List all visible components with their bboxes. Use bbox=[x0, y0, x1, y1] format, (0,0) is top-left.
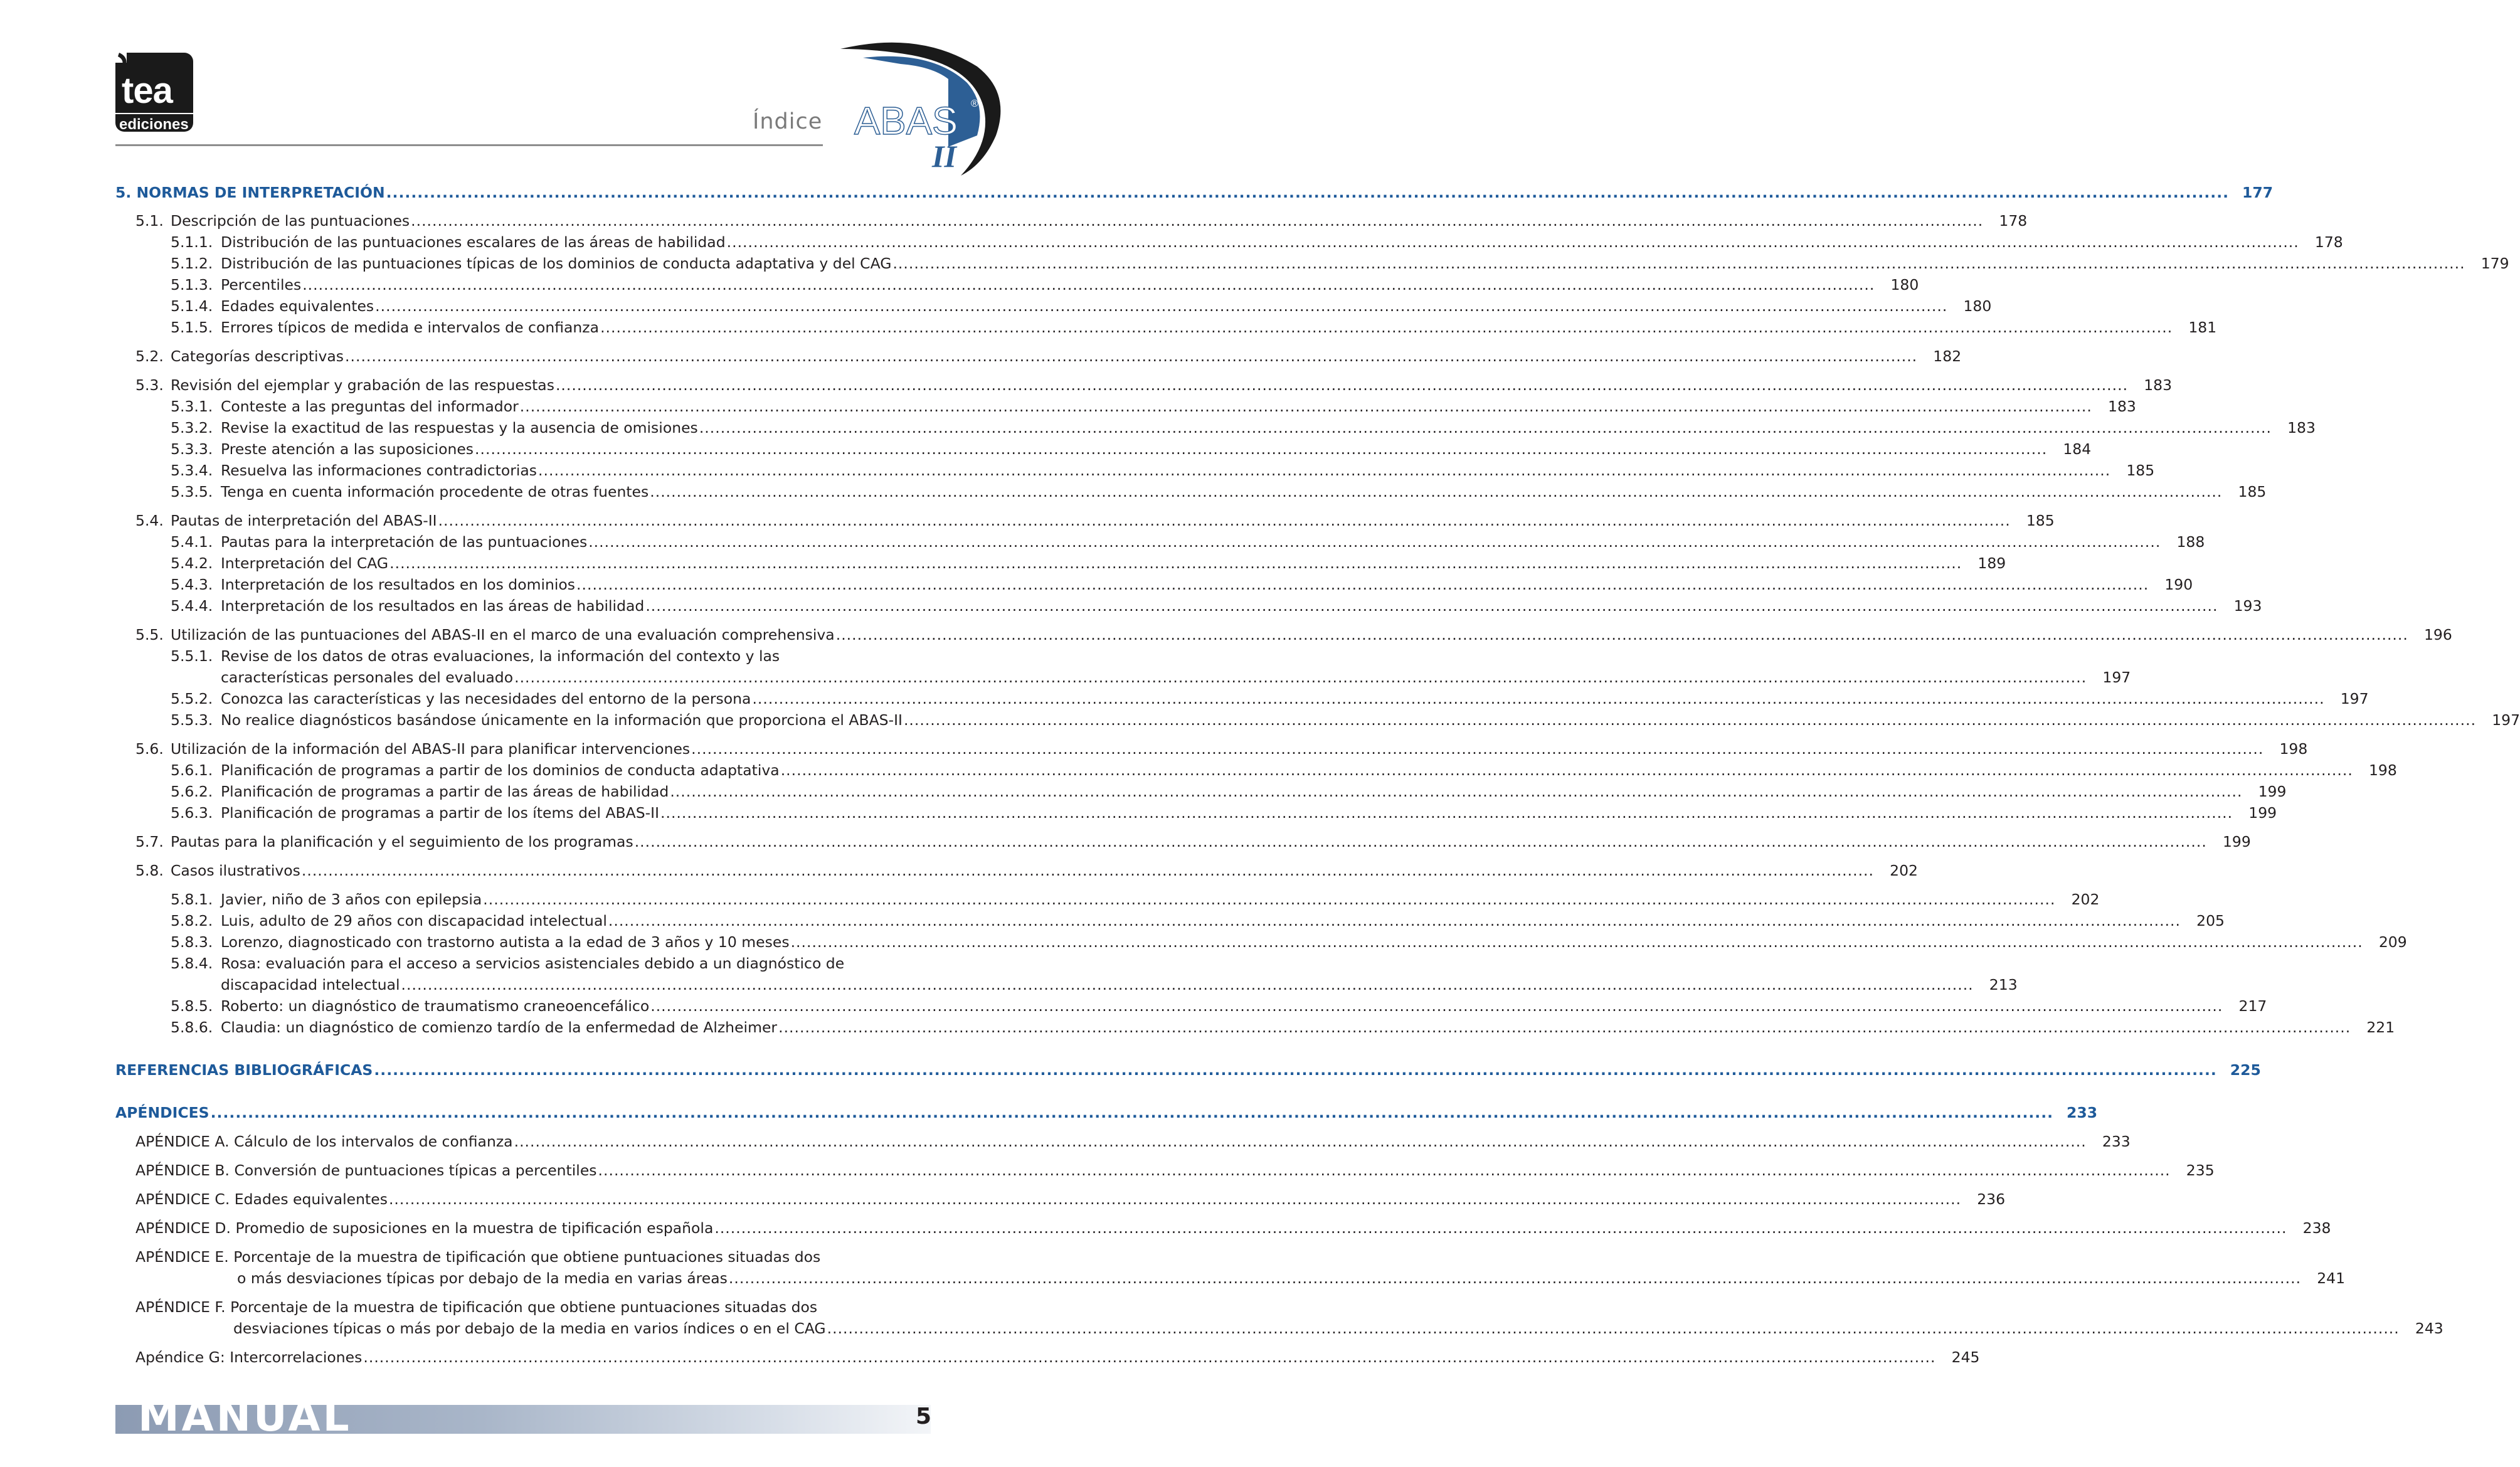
toc-entry-title: Roberto: un diagnóstico de traumatismo craneoencefálico bbox=[221, 997, 650, 1015]
toc-leader-dots bbox=[670, 781, 2242, 802]
toc-entry bbox=[171, 910, 2225, 931]
toc-entry-title: APÉNDICES bbox=[115, 1104, 209, 1121]
toc-entry-number: 5.5. bbox=[135, 626, 164, 643]
toc-entry-number: 5.6.1. bbox=[171, 761, 213, 779]
toc-entry-number: 5.8.5. bbox=[171, 997, 213, 1015]
toc-entry-number: 5.5.2. bbox=[171, 690, 213, 707]
toc-entry-number: 5.6.3. bbox=[171, 804, 213, 822]
toc-page-number: 198 bbox=[2279, 740, 2308, 758]
toc-entry-number: 5.1.2. bbox=[171, 255, 213, 272]
toc-entry-title: Utilización de las puntuaciones del ABAS-II en el marco de una evaluación comprehensiva bbox=[171, 626, 835, 643]
toc-leader-dots bbox=[836, 624, 2408, 645]
toc-entry-number: 5.6.2. bbox=[171, 783, 213, 800]
toc-leader-dots bbox=[411, 210, 1983, 231]
toc-entry-title: No realice diagnósticos basándose únicamente en la información que proporciona el ABAS-II bbox=[221, 711, 903, 729]
toc-entry-title: Revise la exactitud de las respuestas y la ausencia de omisiones bbox=[221, 419, 698, 437]
toc-page-number: 185 bbox=[2238, 483, 2267, 500]
toc-page-number: 189 bbox=[1977, 554, 2006, 572]
toc-entry-title: Casos ilustrativos bbox=[171, 862, 300, 879]
toc-entry-title: APÉNDICE D. Promedio de suposiciones en la muestra de tipificación española bbox=[135, 1219, 714, 1237]
toc-entry-title: Distribución de las puntuaciones típicas de los dominios de conducta adaptativa y del CAG bbox=[221, 255, 892, 272]
toc-entry-title: 5. NORMAS DE INTERPRETACIÓN bbox=[115, 184, 385, 201]
toc-page-number: 183 bbox=[2144, 376, 2173, 394]
logo-registered-mark: ® bbox=[971, 98, 978, 109]
toc-entry-number: 5.3.1. bbox=[171, 398, 213, 415]
toc-page-number: 202 bbox=[2071, 891, 2100, 908]
toc-entry bbox=[171, 931, 2407, 953]
toc-entry-title: Apéndice G: Intercorrelaciones bbox=[135, 1348, 363, 1366]
toc-entry-number: 5.1. bbox=[135, 212, 164, 230]
toc-entry bbox=[171, 274, 1919, 295]
toc-entry-number: 5.8.1. bbox=[171, 891, 213, 908]
toc-entry-title: Edades equivalentes bbox=[221, 297, 374, 315]
toc-entry-title: REFERENCIAS BIBLIOGRÁFICAS bbox=[115, 1061, 373, 1079]
toc-page-number: 202 bbox=[1890, 862, 1919, 879]
toc-entry bbox=[171, 253, 2509, 274]
toc-entry-number: 5.2. bbox=[135, 347, 164, 365]
toc-entry-number: 5.1.1. bbox=[171, 233, 213, 251]
toc-entry bbox=[171, 481, 2267, 502]
toc-entry-title: Errores típicos de medida e intervalos de confianza bbox=[221, 319, 600, 336]
toc-entry-title: Interpretación de los resultados en los dominios bbox=[221, 576, 576, 593]
toc-entry-title: Resuelva las informaciones contradictorias bbox=[221, 462, 537, 479]
toc-leader-dots bbox=[904, 709, 2476, 731]
toc-entry-title: Distribución de las puntuaciones escalares de las áreas de habilidad bbox=[221, 233, 726, 251]
toc-page-number: 196 bbox=[2423, 626, 2452, 643]
toc-page-number: 245 bbox=[1951, 1348, 1980, 1366]
toc-entry-number: 5.4.2. bbox=[171, 554, 213, 572]
toc-entry bbox=[135, 1296, 932, 1318]
toc-entry-number: 5.8.2. bbox=[171, 912, 213, 929]
toc-page-number: 190 bbox=[2164, 576, 2193, 593]
toc-page-number: 243 bbox=[2415, 1320, 2443, 1337]
toc-leader-dots bbox=[781, 760, 2353, 781]
toc-page-number: 198 bbox=[2368, 761, 2397, 779]
toc-leader-dots bbox=[727, 231, 2299, 253]
toc-entry-title: características personales del evaluado bbox=[221, 669, 514, 686]
toc-page-number: 209 bbox=[2378, 933, 2407, 951]
logo-version: II bbox=[932, 139, 956, 174]
toc-leader-dots bbox=[778, 1017, 2351, 1038]
toc-leader-dots bbox=[598, 1160, 2171, 1181]
toc-entry bbox=[135, 210, 2028, 231]
toc-page-number: 199 bbox=[2222, 833, 2251, 850]
toc-leader-dots bbox=[345, 346, 1917, 367]
toc-page-number: 185 bbox=[2026, 512, 2055, 529]
toc-page-number: 182 bbox=[1933, 347, 1962, 365]
toc-entry-number: 5.4.3. bbox=[171, 576, 213, 593]
toc-entry-title: Interpretación del CAG bbox=[221, 554, 389, 572]
toc-entry-title: Interpretación de los resultados en las áreas de habilidad bbox=[221, 597, 645, 615]
toc-entry-title: Planificación de programas a partir de las áreas de habilidad bbox=[221, 783, 669, 800]
toc-entry bbox=[171, 231, 2343, 253]
toc-page-number: 213 bbox=[1989, 976, 2018, 993]
toc-entry bbox=[135, 831, 2251, 852]
toc-entry-title: o más desviaciones típicas por debajo de la media en varias áreas bbox=[237, 1269, 728, 1287]
toc-entry-number: 5.8. bbox=[135, 862, 164, 879]
toc-leader-dots bbox=[363, 1347, 1935, 1368]
toc-heading bbox=[115, 1102, 2098, 1123]
toc-entry-title: Tenga en cuenta información procedente de otras fuentes bbox=[221, 483, 649, 500]
toc-leader-dots bbox=[588, 531, 2161, 553]
toc-entry bbox=[171, 417, 2316, 438]
toc-page-number: 177 bbox=[2242, 184, 2274, 201]
toc-leader-dots bbox=[691, 738, 2263, 760]
toc-entry bbox=[135, 510, 2055, 531]
logo-word-tea: tea bbox=[122, 70, 172, 111]
toc-entry bbox=[171, 995, 2267, 1017]
toc-page-number: 221 bbox=[2366, 1019, 2395, 1036]
toc-entry bbox=[171, 595, 2262, 617]
toc-leader-dots bbox=[752, 688, 2324, 709]
toc-entry-title: Planificación de programas a partir de los ítems del ABAS-II bbox=[221, 804, 660, 822]
toc-entry-title: Descripción de las puntuaciones bbox=[171, 212, 410, 230]
toc-entry bbox=[171, 574, 2193, 595]
toc-entry-title: Pautas de interpretación del ABAS-II bbox=[171, 512, 437, 529]
toc-leader-dots bbox=[475, 438, 2047, 460]
toc-entry-title: Conozca las características y las necesidades del entorno de la persona bbox=[221, 690, 751, 707]
logo-word-abas: ABAS bbox=[854, 100, 958, 143]
toc-page-number: 193 bbox=[2233, 597, 2262, 615]
toc-entry-title: Categorías descriptivas bbox=[171, 347, 344, 365]
toc-heading bbox=[115, 182, 2274, 203]
toc-page-number: 217 bbox=[2238, 997, 2267, 1015]
toc-entry bbox=[171, 709, 2520, 731]
toc-leader-dots bbox=[635, 831, 2207, 852]
toc-entry-title: APÉNDICE F. Porcentaje de la muestra de tipificación que obtiene puntuaciones situadas dos bbox=[135, 1298, 818, 1316]
toc-entry-number: 5.6. bbox=[135, 740, 164, 758]
toc-leader-dots bbox=[401, 974, 1974, 995]
toc-leader-dots bbox=[576, 574, 2149, 595]
toc-entry bbox=[171, 531, 2205, 553]
toc-page-number: 199 bbox=[2248, 804, 2277, 822]
toc-entry bbox=[135, 1160, 2215, 1181]
toc-leader-dots bbox=[438, 510, 2011, 531]
toc-entry-number: 5.3.2. bbox=[171, 419, 213, 437]
toc-entry-title: Lorenzo, diagnosticado con trastorno autista a la edad de 3 años y 10 meses bbox=[221, 933, 790, 951]
toc-entry-title: Conteste a las preguntas del informador bbox=[221, 398, 519, 415]
toc-leader-dots bbox=[389, 553, 1962, 574]
toc-entry bbox=[171, 460, 2155, 481]
toc-entry-number: 5.1.4. bbox=[171, 297, 213, 315]
toc-entry bbox=[171, 953, 932, 974]
toc-page-number: 238 bbox=[2302, 1219, 2331, 1237]
toc-leader-dots bbox=[608, 910, 2181, 931]
toc-leader-dots bbox=[791, 931, 2363, 953]
toc-leader-dots bbox=[827, 1318, 2400, 1339]
toc-page-number: 178 bbox=[2314, 233, 2343, 251]
toc-leader-dots bbox=[699, 417, 2272, 438]
toc-entry bbox=[171, 396, 2136, 417]
toc-entry bbox=[171, 781, 2287, 802]
toc-entry-number: 5.3. bbox=[135, 376, 164, 394]
toc-entry bbox=[135, 1131, 2131, 1152]
toc-leader-dots bbox=[211, 1102, 2053, 1123]
toc-entry-title: Claudia: un diagnóstico de comienzo tardío de la enfermedad de Alzheimer bbox=[221, 1019, 778, 1036]
toc-entry bbox=[171, 295, 1992, 317]
toc-leader-dots bbox=[302, 860, 1874, 881]
toc-entry-number: 5.3.5. bbox=[171, 483, 213, 500]
toc-page-number: 184 bbox=[2063, 440, 2092, 458]
toc-entry-title: APÉNDICE E. Porcentaje de la muestra de tipificación que obtiene puntuaciones situadas dos bbox=[135, 1248, 821, 1266]
toc-leader-dots bbox=[650, 481, 2222, 502]
toc-entry-number: 5.1.5. bbox=[171, 319, 213, 336]
toc-entry-title: APÉNDICE B. Conversión de puntuaciones típicas a percentiles bbox=[135, 1162, 597, 1179]
toc-entry bbox=[171, 802, 2277, 824]
toc-leader-dots bbox=[892, 253, 2465, 274]
toc-entry-number: 5.1.3. bbox=[171, 276, 213, 294]
toc-entry-title: Luis, adulto de 29 años con discapacidad intelectual bbox=[221, 912, 607, 929]
toc-leader-dots bbox=[389, 1189, 1961, 1210]
toc-entry-number: 5.4.4. bbox=[171, 597, 213, 615]
toc-entry bbox=[237, 1268, 2346, 1289]
toc-entry bbox=[171, 438, 2092, 460]
toc-entry-title: Pautas para la planificación y el seguimiento de los programas bbox=[171, 833, 633, 850]
toc-entry bbox=[233, 1318, 2443, 1339]
toc-entry-title: desviaciones típicas o más por debajo de la media en varios índices o en el CAG bbox=[233, 1320, 826, 1337]
toc-heading bbox=[115, 1059, 2261, 1081]
toc-page-number: 181 bbox=[2188, 319, 2217, 336]
toc-entry-title: Rosa: evaluación para el acceso a servicios asistenciales debido a un diagnóstico de bbox=[221, 955, 845, 972]
toc-entry-number: 5.8.6. bbox=[171, 1019, 213, 1036]
toc-entry bbox=[135, 1189, 2006, 1210]
toc-leader-dots bbox=[514, 667, 2087, 688]
toc-leader-dots bbox=[375, 295, 1947, 317]
toc-entry-number: 5.5.1. bbox=[171, 647, 213, 665]
toc-entry bbox=[135, 624, 2452, 645]
toc-page-number: 197 bbox=[2102, 669, 2131, 686]
toc-leader-dots bbox=[714, 1217, 2287, 1239]
toc-entry bbox=[171, 688, 2369, 709]
toc-page-number: 197 bbox=[2340, 690, 2369, 707]
page-number: 5 bbox=[916, 1404, 932, 1429]
toc-page-number: 236 bbox=[1977, 1190, 2006, 1208]
toc-page-number: 180 bbox=[1963, 297, 1992, 315]
toc-entry bbox=[221, 667, 2131, 688]
toc-entry bbox=[135, 1246, 932, 1268]
toc-page-number: 183 bbox=[2287, 419, 2316, 437]
toc-entry-title: Planificación de programas a partir de los dominios de conducta adaptativa bbox=[221, 761, 780, 779]
toc-leader-dots bbox=[660, 802, 2233, 824]
toc-entry-title: Preste atención a las suposiciones bbox=[221, 440, 474, 458]
toc-leader-dots bbox=[386, 182, 2229, 203]
toc-leader-dots bbox=[650, 995, 2223, 1017]
toc-entry-number: 5.8.3. bbox=[171, 933, 213, 951]
toc-entry-title: Javier, niño de 3 años con epilepsia bbox=[221, 891, 482, 908]
toc-entry bbox=[171, 317, 2217, 338]
toc-entry bbox=[171, 889, 2100, 910]
toc-page-number: 205 bbox=[2196, 912, 2225, 929]
toc-page-number: 235 bbox=[2186, 1162, 2215, 1179]
toc-entry-number: 5.3.4. bbox=[171, 462, 213, 479]
toc-page-number: 183 bbox=[2108, 398, 2136, 415]
toc-entry bbox=[171, 553, 2006, 574]
toc-entry bbox=[135, 738, 2308, 760]
toc-entry-title: discapacidad intelectual bbox=[221, 976, 400, 993]
toc-entry bbox=[171, 645, 932, 667]
toc-leader-dots bbox=[729, 1268, 2301, 1289]
toc-page-number: 225 bbox=[2230, 1061, 2261, 1079]
toc-entry bbox=[135, 1217, 2331, 1239]
toc-entry-title: Pautas para la interpretación de las puntuaciones bbox=[221, 533, 588, 551]
toc-entry-title: Revisión del ejemplar y grabación de las respuestas bbox=[171, 376, 554, 394]
toc-leader-dots bbox=[538, 460, 2110, 481]
toc-entry bbox=[135, 346, 1962, 367]
toc-leader-dots bbox=[645, 595, 2218, 617]
toc-page-number: 178 bbox=[1999, 212, 2028, 230]
toc-page-number: 179 bbox=[2480, 255, 2509, 272]
toc-leader-dots bbox=[514, 1131, 2087, 1152]
toc-entry bbox=[171, 760, 2397, 781]
toc-entry-title: Percentiles bbox=[221, 276, 302, 294]
toc-entry bbox=[135, 374, 2173, 396]
toc-leader-dots bbox=[483, 889, 2055, 910]
toc-page-number: 180 bbox=[1890, 276, 1919, 294]
toc-entry bbox=[221, 974, 2018, 995]
toc-leader-dots bbox=[374, 1059, 2216, 1081]
toc-entry-number: 5.7. bbox=[135, 833, 164, 850]
toc-page-number: 233 bbox=[2102, 1133, 2131, 1150]
toc-entry bbox=[171, 1017, 2395, 1038]
toc-entry bbox=[135, 860, 1919, 881]
toc-page-number: 199 bbox=[2258, 783, 2287, 800]
toc-entry-title: APÉNDICE C. Edades equivalentes bbox=[135, 1190, 388, 1208]
toc-leader-dots bbox=[520, 396, 2092, 417]
toc-page-number: 233 bbox=[2067, 1104, 2098, 1121]
logo-word-ediciones: ediciones bbox=[119, 116, 189, 133]
toc-entry-number: 5.5.3. bbox=[171, 711, 213, 729]
toc-leader-dots bbox=[600, 317, 2173, 338]
page-section-title: Índice bbox=[753, 109, 823, 134]
toc-page-number: 241 bbox=[2317, 1269, 2346, 1287]
toc-page-number: 188 bbox=[2176, 533, 2205, 551]
toc-entry-title: APÉNDICE A. Cálculo de los intervalos de confianza bbox=[135, 1133, 513, 1150]
toc-entry-number: 5.3.3. bbox=[171, 440, 213, 458]
toc-entry-number: 5.4. bbox=[135, 512, 164, 529]
toc-leader-dots bbox=[302, 274, 1875, 295]
footer-manual-label: MANUAL bbox=[138, 1392, 352, 1441]
toc-entry-title: Utilización de la información del ABAS-II para planificar intervenciones bbox=[171, 740, 691, 758]
toc-page-number: 185 bbox=[2126, 462, 2155, 479]
toc-page-number: 197 bbox=[2492, 711, 2520, 729]
toc-entry-number: 5.4.1. bbox=[171, 533, 213, 551]
toc-entry-title: Revise de los datos de otras evaluaciones, la información del contexto y las bbox=[221, 647, 780, 665]
toc-leader-dots bbox=[556, 374, 2128, 396]
toc-entry-number: 5.8.4. bbox=[171, 955, 213, 972]
toc-entry bbox=[135, 1347, 1980, 1368]
